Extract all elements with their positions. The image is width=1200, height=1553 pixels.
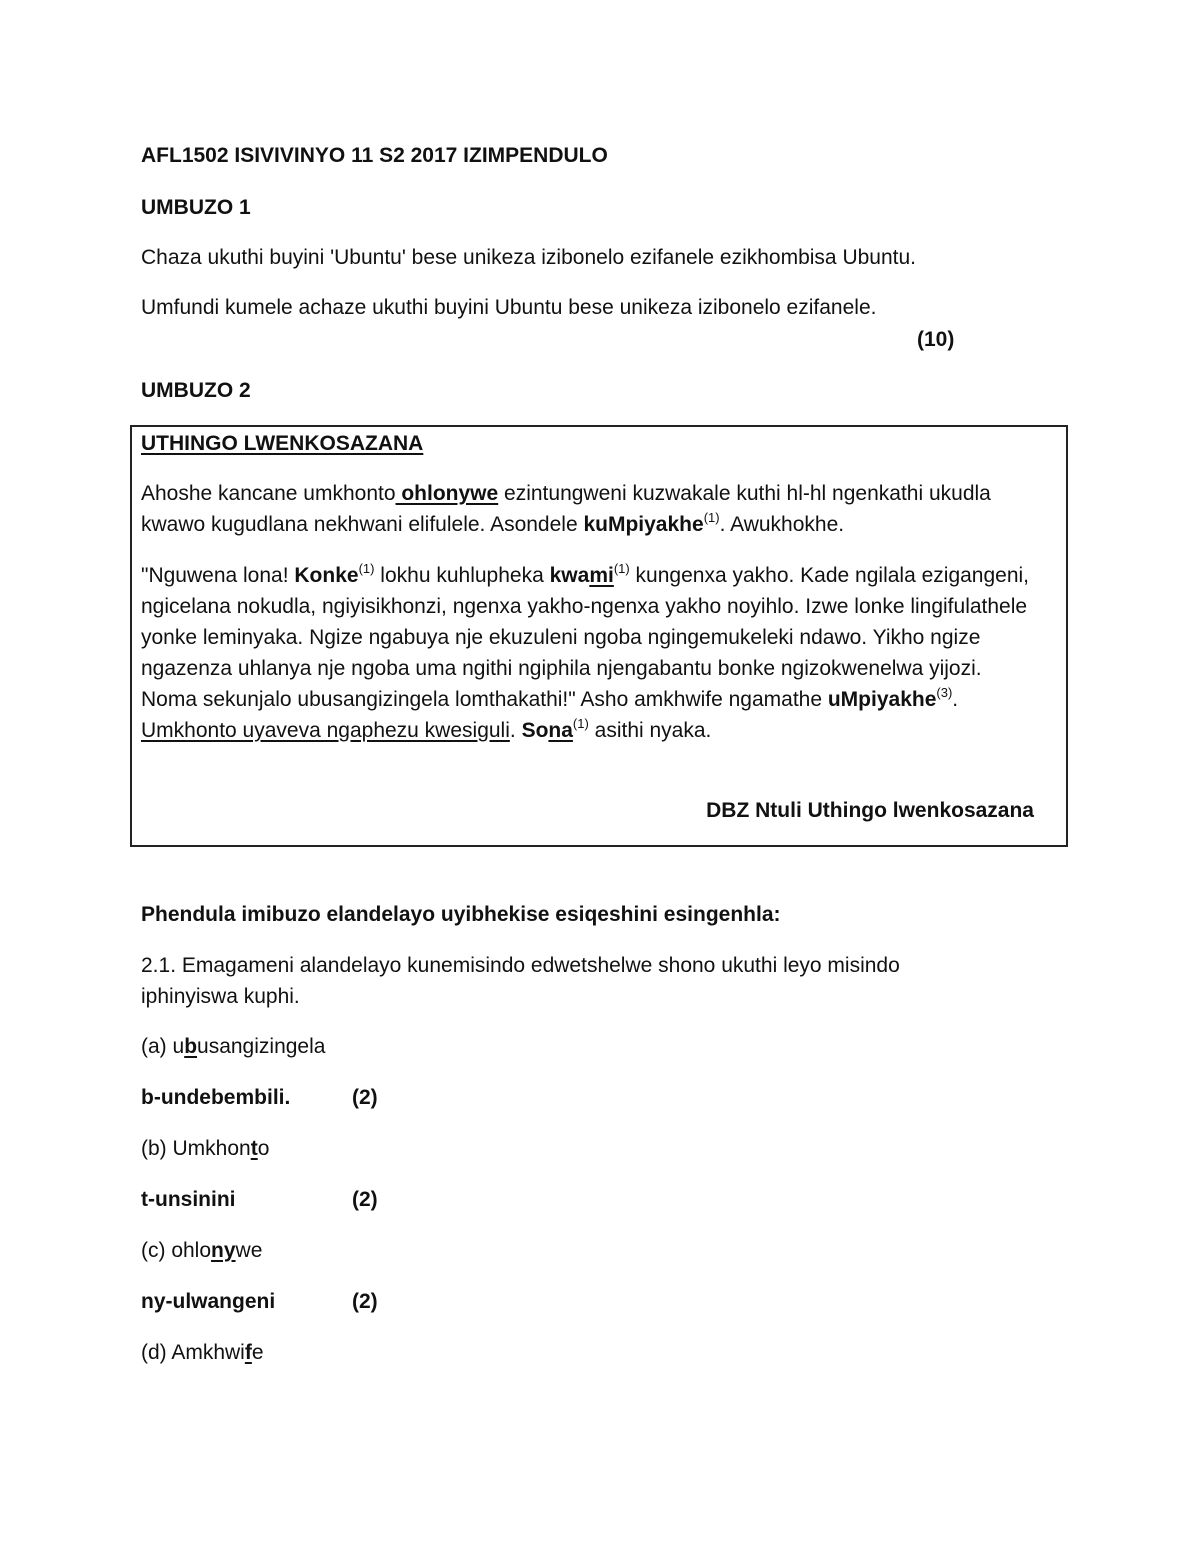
q1-marks: (10)	[917, 328, 955, 351]
marks: (2)	[352, 1086, 378, 1109]
instruction: Phendula imibuzo elandelayo uyibhekise esiqeshini esingenhla:	[141, 903, 781, 926]
answer-text: t-unsinini	[141, 1188, 236, 1211]
q21-text-line-2: iphinyiswa kuphi.	[141, 985, 300, 1008]
item-c-word	[141, 1235, 262, 1266]
item-d-word	[141, 1337, 264, 1368]
underlined-sound: b	[184, 1035, 198, 1058]
q1-question: Chaza ukuthi buyini 'Ubuntu' bese unikeza izibonelo ezifanele ezikhombisa Ubuntu.	[141, 246, 917, 269]
item-a-word	[141, 1031, 325, 1062]
text-run: . Awukhokhe.	[719, 513, 845, 536]
text-run: kungenxa yakho. Kade ngilala ezigangeni, ngicelana nokudla, ngiyisikhonzi, ngenxa yakho-ngenxa yakho noyihlo. Izwe lonke lingifulathele yonke leminyaka. Ngize ngabuya nje ekuzuleni ngoba ngingemukeleki ndawo. Yikho ngize ngazenza uhlanya nje ngoba uma ngithi ngiphila njengabantu bonke ngizokwenelwa yijozi. Noma sekunjalo ubusangizingela lomthakathi!" Asho amkhwife ngamathe	[141, 564, 1030, 711]
superscript-mark: (3)	[936, 685, 953, 700]
passage-title: UTHINGO LWENKOSAZANA	[141, 432, 424, 455]
text-run: (d) Amkhwi	[141, 1341, 245, 1364]
text-run: Ahoshe kancane umkhonto	[141, 482, 396, 505]
superscript-mark: (1)	[703, 510, 720, 525]
underlined-word: ohlonywe	[395, 482, 499, 505]
text-run: .	[509, 719, 522, 742]
text-run: e	[251, 1341, 264, 1364]
text-run: we	[235, 1239, 263, 1262]
item-a-answer	[141, 1082, 541, 1113]
underlined-sound: f	[244, 1341, 252, 1364]
bold-word: uMpiyakhe	[827, 688, 937, 711]
bold-word: kwa	[549, 564, 590, 587]
text-run: usangizingela	[197, 1035, 326, 1058]
bold-word: kuMpiyakhe	[583, 513, 704, 536]
underlined-sound: t	[250, 1137, 258, 1160]
text-run: .	[952, 688, 959, 711]
text-run: (b) Umkhon	[141, 1137, 251, 1160]
superscript-mark: (1)	[613, 561, 630, 576]
q21-text-line-1: 2.1. Emagameni alandelayo kunemisindo edwetshelwe shono ukuthi leyo misindo	[141, 954, 900, 977]
bold-word: Konke	[294, 564, 359, 587]
document-title: AFL1502 ISIVIVINYO 11 S2 2017 IZIMPENDULO	[141, 144, 608, 167]
underlined-letters: na	[548, 719, 573, 742]
marks: (2)	[352, 1188, 378, 1211]
text-run: ezintungweni kuzwakale kuthi hl-hl ngenkathi ukudla kwawo kugudlana nekhwani elifulele. Asondele	[141, 482, 991, 536]
bold-word: So	[521, 719, 549, 742]
underlined-sound: ny	[211, 1239, 236, 1262]
superscript-mark: (1)	[572, 716, 589, 731]
q1-heading: UMBUZO 1	[141, 196, 251, 219]
text-run: lokhu kuhlupheka	[374, 564, 550, 587]
q2-heading: UMBUZO 2	[141, 379, 251, 402]
q1-answer: Umfundi kumele achaze ukuthi buyini Ubuntu bese unikeza izibonelo ezifanele.	[141, 296, 877, 319]
text-run: "Nguwena lona!	[141, 564, 295, 587]
passage-paragraph-1	[141, 478, 1041, 540]
item-c-answer	[141, 1286, 541, 1317]
marks: (2)	[352, 1290, 378, 1313]
text-run: (c) ohlo	[141, 1239, 212, 1262]
answer-text: b-undebembili.	[141, 1086, 291, 1109]
item-b-answer	[141, 1184, 541, 1215]
answer-text: ny-ulwangeni	[141, 1290, 276, 1313]
text-run: o	[257, 1137, 270, 1160]
text-run: asithi nyaka.	[588, 719, 712, 742]
item-b-word	[141, 1133, 269, 1164]
superscript-mark: (1)	[358, 561, 375, 576]
passage-text	[141, 478, 1041, 746]
underlined-phrase: Umkhonto uyaveva ngaphezu kwesiguli	[141, 719, 510, 742]
passage-paragraph-2	[141, 560, 1041, 746]
text-run: (a) u	[141, 1035, 185, 1058]
underlined-letters: mi	[589, 564, 614, 587]
passage-source: DBZ Ntuli Uthingo lwenkosazana	[706, 799, 1034, 822]
